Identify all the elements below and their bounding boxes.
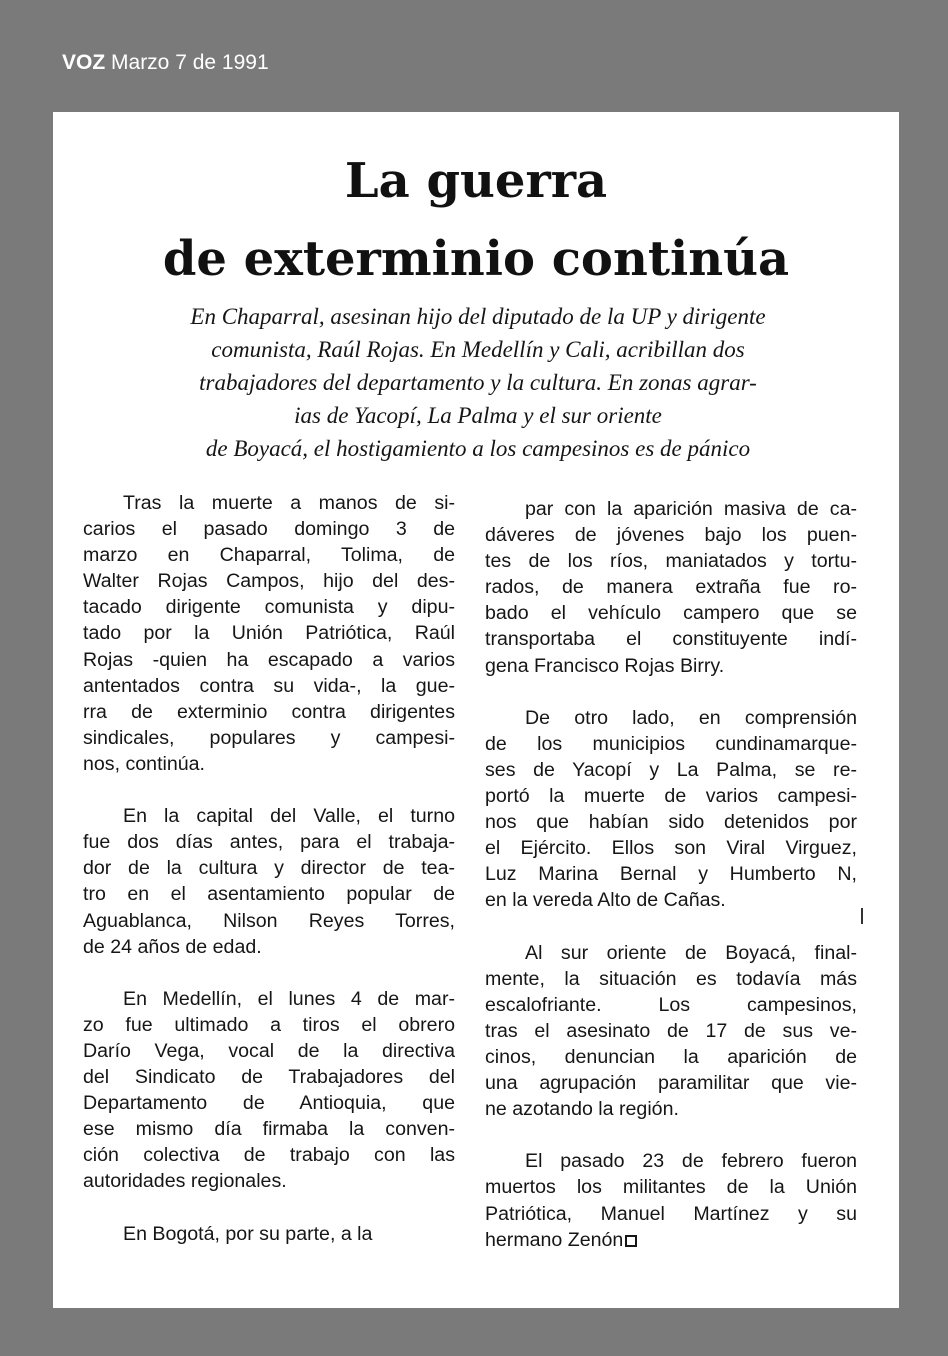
paragraph-line: muertos los militantes de la Unión [485,1176,857,1199]
paragraph-line: ne azotando la región. [485,1098,679,1121]
paragraph-line: autoridades regionales. [83,1170,287,1193]
paragraph-line: gena Francisco Rojas Birry. [485,654,725,677]
paragraph-line: ese mismo día firmaba la conven- [83,1118,455,1141]
paragraph-line: En Medellín, el lunes 4 de mar- [123,987,455,1010]
end-of-article-icon [625,1235,637,1247]
paragraph-line: zo fue ultimado a tiros el obrero [83,1013,455,1036]
paragraph-line: Luz Marina Bernal y Humberto N, [485,863,857,886]
article-column-left [83,490,455,1273]
paragraph-line: ses de Yacopí y La Palma, se re- [485,758,857,781]
paragraph-line: una agrupación paramilitar que vie- [485,1072,857,1095]
paragraph-line: dáveres de jóvenes bajo los puen- [485,524,857,547]
paragraph-line: Patriótica, Manuel Martínez y su [485,1202,857,1225]
headline-line: La guerra [344,153,608,209]
paragraph-line: rra de exterminio contra dirigentes [83,700,455,723]
paragraph-line: en la vereda Alto de Cañas. [485,889,726,912]
publication-date: Marzo 7 de 1991 [111,51,269,74]
paragraph-line: nos, continúa. [83,752,206,775]
paragraph-line: tro en el asentamiento popular de [83,883,455,906]
paragraph-line: del Sindicato de Trabajadores del [83,1066,455,1089]
article-paragraph [83,986,455,1195]
paragraph-line: En Bogotá, por su parte, a la [123,1222,373,1245]
paragraph-line: Tras la muerte a manos de si- [123,492,455,514]
paragraph-line: de los municipios cundinamarque- [485,732,857,755]
subhead-line: trabajadores del departamento y la cultura. En zonas agrar- [199,370,757,395]
subhead-line: ias de Yacopí, La Palma y el sur oriente [294,403,662,428]
headline-line: de exterminio continúa [162,231,790,287]
paragraph-line: Walter Rojas Campos, hijo del des- [83,570,455,593]
article-paragraph [485,1148,857,1252]
publication-name: VOZ [62,51,106,74]
paragraph-line: mente, la situación es todavía más [485,967,857,990]
paragraph-line: bado el vehículo campero que se [485,602,857,625]
paragraph-line: Darío Vega, vocal de la directiva [83,1039,455,1062]
paragraph-line: tacado dirigente comunista y dipu- [83,596,455,619]
paragraph-line: sindicales, populares y campesi- [83,726,455,749]
article-paragraph [485,496,857,679]
paragraph-line: escalofriante. Los campesinos, [485,993,857,1016]
paragraph-line: Al sur oriente de Boyacá, final- [525,941,857,964]
paragraph-line: tras el asesinato de 17 de sus ve- [485,1019,857,1042]
paragraph-line: par con la aparición masiva de ca- [525,498,857,520]
paragraph-line: marzo en Chaparral, Tolima, de [83,544,455,567]
paragraph-line: cinos, denuncian la aparición de [485,1045,857,1068]
paragraph-line: En la capital del Valle, el turno [123,805,455,828]
margin-mark [861,908,863,924]
article-column-right [485,496,857,1279]
paragraph-line: fue dos días antes, para el trabaja- [83,831,455,854]
paragraph-line: tes de los ríos, maniatados y tortu- [485,550,857,573]
subhead-line: En Chaparral, asesinan hijo del diputado de la UP y dirigente [190,304,766,329]
article-paragraph [83,803,455,960]
paragraph-line: El pasado 23 de febrero fueron [525,1150,857,1173]
paragraph-line: De otro lado, en comprensión [525,706,857,729]
paragraph-line: portó la muerte de varios campesi- [485,785,857,808]
paragraph-line: de 24 años de edad. [83,935,262,958]
subhead-line: comunista, Raúl Rojas. En Medellín y Cali, acribillan dos [211,337,745,362]
article-subheadline [83,300,873,465]
article-paragraph [485,940,857,1123]
article-headline [53,142,899,298]
paragraph-line: el Ejército. Ellos son Viral Virguez, [485,837,857,860]
paragraph-line: nos que habían sido detenidos por [485,811,857,834]
newspaper-clipping [53,112,899,1308]
paragraph-line: hermano Zenón [485,1227,857,1253]
paragraph-line: transportaba el constituyente indí- [485,628,857,651]
article-paragraph [83,1221,455,1247]
paragraph-line: tado por la Unión Patriótica, Raúl [83,622,455,645]
source-label [62,50,269,76]
paragraph-line: dor de la cultura y director de tea- [83,857,455,880]
paragraph-line: Rojas -quien ha escapado a varios [83,648,455,671]
article-paragraph [485,705,857,914]
paragraph-line: antentados contra su vida-, la gue- [83,674,455,697]
paragraph-line: rados, de manera extraña fue ro- [485,576,857,599]
paragraph-line: Departamento de Antioquia, que [83,1092,455,1115]
paragraph-line: ción colectiva de trabajo con las [83,1144,455,1167]
article-paragraph [83,490,455,777]
paragraph-line: carios el pasado domingo 3 de [83,518,455,541]
subhead-line: de Boyacá, el hostigamiento a los campesinos es de pánico [205,436,751,461]
paragraph-line: Aguablanca, Nilson Reyes Torres, [83,909,455,932]
